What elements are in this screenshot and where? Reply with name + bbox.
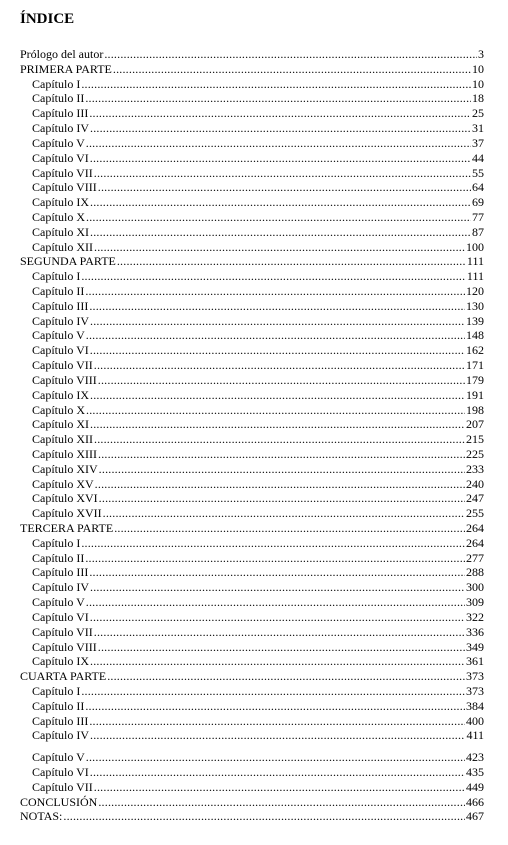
toc-entry-page-number: 349	[466, 639, 484, 654]
toc-entry-label: Capítulo XVI	[32, 491, 98, 506]
toc-chapter-entry[interactable]	[20, 728, 484, 743]
toc-chapter-entry[interactable]	[20, 166, 484, 181]
dot-leader	[86, 328, 465, 343]
toc-entry-page-number: 373	[466, 669, 484, 684]
toc-entry-page-number: 130	[466, 298, 484, 313]
toc-entry-label: Capítulo V	[32, 328, 85, 343]
toc-entry-page-number: 411	[466, 728, 484, 743]
dot-leader	[90, 610, 465, 625]
dot-leader	[90, 417, 465, 432]
toc-entry-label: Capítulo V	[32, 135, 85, 150]
toc-chapter-entry[interactable]	[20, 750, 484, 765]
toc-entry-page-number: 100	[466, 239, 484, 254]
dot-leader	[95, 477, 465, 492]
toc-section-entry[interactable]	[20, 669, 484, 684]
toc-entry-page-number: 435	[466, 765, 484, 779]
dot-leader	[85, 699, 465, 714]
toc-chapter-entry[interactable]	[20, 373, 484, 388]
toc-entry-label: PRIMERA PARTE	[20, 61, 112, 76]
dot-leader	[86, 595, 465, 610]
dot-leader	[114, 521, 465, 536]
toc-entry-page-number: 64	[472, 180, 484, 195]
toc-entry-page-number: 111	[466, 269, 484, 284]
toc-entry-page-number: 10	[472, 76, 484, 91]
toc-entry-page-number: 233	[466, 461, 484, 476]
toc-entry-page-number: 25	[472, 106, 484, 121]
toc-chapter-entry[interactable]	[20, 314, 484, 329]
toc-section-entry[interactable]	[20, 795, 484, 810]
toc-entry-label: Capítulo XVII	[32, 506, 102, 521]
toc-spacer	[20, 743, 484, 750]
toc-entry-page-number: 264	[466, 535, 484, 550]
toc-entry-label: Capítulo V	[32, 595, 85, 610]
toc-chapter-entry[interactable]	[20, 654, 484, 669]
toc-section-entry[interactable]	[20, 47, 484, 62]
dot-leader	[86, 403, 465, 418]
toc-chapter-entry[interactable]	[20, 506, 484, 521]
toc-entry-page-number: 111	[466, 254, 484, 269]
toc-chapter-entry[interactable]	[20, 284, 484, 299]
toc-chapter-entry[interactable]	[20, 417, 484, 432]
toc-section-entry[interactable]	[20, 521, 484, 536]
dot-leader	[85, 91, 471, 106]
toc-entry-page-number: 466	[466, 794, 484, 809]
dot-leader	[113, 62, 471, 77]
toc-entry-label: SEGUNDA PARTE	[20, 254, 116, 269]
toc-chapter-entry[interactable]	[20, 269, 484, 284]
toc-entry-page-number: 336	[466, 624, 484, 639]
toc-chapter-entry[interactable]	[20, 403, 484, 418]
dot-leader	[94, 240, 465, 255]
dot-leader	[94, 625, 465, 640]
toc-chapter-entry[interactable]	[20, 299, 484, 314]
toc-chapter-entry[interactable]	[20, 595, 484, 610]
dot-leader	[86, 210, 471, 225]
toc-entry-page-number: 77	[472, 209, 484, 224]
toc-entry-page-number: 384	[466, 698, 484, 713]
dot-leader	[90, 225, 471, 240]
dot-leader	[99, 462, 465, 477]
toc-entry-page-number: 31	[472, 121, 484, 136]
toc-entry-label: CONCLUSIÓN	[20, 794, 98, 809]
toc-entry-label: Capítulo VI	[32, 609, 89, 624]
toc-entry-page-number: 3	[478, 47, 484, 61]
toc-chapter-entry[interactable]	[20, 462, 484, 477]
dot-leader	[90, 388, 465, 403]
dot-leader	[90, 580, 465, 595]
dot-leader	[94, 432, 465, 447]
toc-entry-label: Capítulo IX	[32, 387, 89, 402]
toc-entry-label: Capítulo IV	[32, 728, 89, 743]
dot-leader	[94, 780, 465, 795]
toc-entry-page-number: 361	[466, 654, 484, 669]
toc-chapter-entry[interactable]	[20, 477, 484, 492]
toc-entry-label: Capítulo VII	[32, 358, 93, 373]
table-of-contents	[20, 47, 484, 824]
dot-leader	[81, 684, 465, 699]
dot-leader	[85, 284, 465, 299]
toc-entry-label: Capítulo III	[32, 106, 89, 121]
dot-leader	[81, 77, 471, 92]
toc-entry-label: Capítulo II	[32, 550, 85, 565]
dot-leader	[89, 714, 465, 729]
toc-entry-page-number: 467	[466, 809, 484, 824]
toc-entry-page-number: 37	[472, 135, 484, 150]
dot-leader	[86, 750, 465, 765]
toc-entry-label: Capítulo IV	[32, 580, 89, 595]
toc-entry-page-number: 69	[472, 195, 484, 210]
dot-leader	[63, 809, 465, 824]
toc-entry-label: Capítulo X	[32, 402, 85, 417]
dot-leader	[89, 299, 465, 314]
toc-entry-label: Capítulo X	[32, 209, 85, 224]
toc-entry-page-number: 240	[466, 476, 484, 491]
toc-entry-page-number: 44	[472, 150, 484, 165]
toc-chapter-entry[interactable]	[20, 151, 484, 166]
toc-entry-label: Capítulo VII	[32, 779, 93, 794]
toc-section-entry[interactable]	[20, 62, 484, 77]
toc-entry-page-number: 87	[472, 224, 484, 239]
toc-entry-page-number: 215	[466, 432, 484, 447]
toc-entry-page-number: 373	[466, 683, 484, 698]
toc-chapter-entry[interactable]	[20, 210, 484, 225]
toc-entry-page-number: 277	[466, 550, 484, 565]
toc-entry-label: Capítulo XII	[32, 239, 93, 254]
toc-section-entry[interactable]	[20, 809, 484, 824]
dot-leader	[90, 765, 465, 780]
toc-chapter-entry[interactable]	[20, 328, 484, 343]
toc-chapter-entry[interactable]	[20, 136, 484, 151]
toc-entry-label: Capítulo IX	[32, 195, 89, 210]
toc-entry-label: Capítulo VIII	[32, 639, 97, 654]
toc-entry-label: TERCERA PARTE	[20, 521, 114, 535]
toc-entry-page-number: 255	[466, 506, 484, 521]
toc-entry-label: CUARTA PARTE	[20, 669, 107, 684]
toc-entry-label: Prólogo del autor	[20, 47, 104, 61]
toc-entry-page-number: 400	[466, 713, 484, 728]
dot-leader	[90, 314, 465, 329]
toc-entry-label: Capítulo I	[32, 269, 81, 284]
toc-entry-label: Capítulo III	[32, 565, 89, 580]
dot-leader	[90, 728, 465, 743]
toc-entry-label: Capítulo VIII	[32, 180, 97, 195]
dot-leader	[94, 166, 471, 181]
toc-entry-label: Capítulo II	[32, 698, 85, 713]
toc-chapter-entry[interactable]	[20, 180, 484, 195]
toc-chapter-entry[interactable]	[20, 358, 484, 373]
dot-leader	[81, 269, 466, 284]
toc-entry-page-number: 264	[466, 521, 484, 535]
toc-entry-label: Capítulo XII	[32, 432, 93, 447]
toc-entry-page-number: 171	[466, 358, 484, 373]
dot-leader	[98, 795, 465, 810]
toc-entry-page-number: 139	[466, 313, 484, 328]
dot-leader	[89, 565, 465, 580]
toc-entry-label: NOTAS:	[20, 809, 63, 824]
toc-entry-page-number: 162	[466, 343, 484, 358]
toc-entry-label: Capítulo I	[32, 76, 81, 91]
toc-chapter-entry[interactable]	[20, 447, 484, 462]
toc-entry-label: Capítulo VIII	[32, 372, 97, 387]
toc-entry-page-number: 309	[466, 595, 484, 610]
toc-chapter-entry[interactable]	[20, 765, 484, 780]
toc-chapter-entry[interactable]	[20, 684, 484, 699]
toc-entry-page-number: 423	[466, 750, 484, 765]
dot-leader	[81, 536, 465, 551]
toc-chapter-entry[interactable]	[20, 225, 484, 240]
dot-leader	[103, 506, 465, 521]
toc-entry-label: Capítulo VII	[32, 165, 93, 180]
toc-entry-label: Capítulo VI	[32, 343, 89, 358]
dot-leader	[98, 640, 465, 655]
toc-entry-label: Capítulo IV	[32, 313, 89, 328]
dot-leader	[107, 669, 465, 684]
toc-entry-label: Capítulo IV	[32, 121, 89, 136]
toc-entry-page-number: 191	[466, 387, 484, 402]
dot-leader	[104, 47, 477, 62]
dot-leader	[99, 491, 465, 506]
toc-entry-label: Capítulo IX	[32, 654, 89, 669]
toc-entry-page-number: 10	[472, 61, 484, 76]
toc-entry-page-number: 179	[466, 372, 484, 387]
toc-entry-label: Capítulo XIII	[32, 446, 97, 461]
dot-leader	[85, 551, 465, 566]
dot-leader	[90, 151, 471, 166]
toc-entry-page-number: 18	[472, 91, 484, 106]
toc-entry-page-number: 207	[466, 417, 484, 432]
toc-chapter-entry[interactable]	[20, 536, 484, 551]
dot-leader	[89, 106, 471, 121]
toc-chapter-entry[interactable]	[20, 240, 484, 255]
toc-entry-label: Capítulo XIV	[32, 461, 98, 476]
dot-leader	[98, 447, 465, 462]
toc-entry-label: Capítulo I	[32, 535, 81, 550]
toc-entry-label: Capítulo II	[32, 91, 85, 106]
toc-entry-label: Capítulo XV	[32, 476, 94, 491]
toc-entry-page-number: 247	[466, 491, 484, 506]
dot-leader	[90, 121, 471, 136]
toc-chapter-entry[interactable]	[20, 610, 484, 625]
toc-entry-page-number: 120	[466, 284, 484, 298]
toc-chapter-entry[interactable]	[20, 699, 484, 714]
toc-entry-page-number: 198	[466, 402, 484, 417]
toc-chapter-entry[interactable]	[20, 91, 484, 106]
toc-chapter-entry[interactable]	[20, 121, 484, 136]
toc-chapter-entry[interactable]	[20, 432, 484, 447]
toc-entry-label: Capítulo II	[32, 284, 85, 298]
toc-entry-page-number: 148	[466, 328, 484, 343]
toc-entry-label: Capítulo VI	[32, 150, 89, 165]
toc-chapter-entry[interactable]	[20, 551, 484, 566]
toc-entry-label: Capítulo VI	[32, 765, 89, 779]
toc-entry-label: Capítulo III	[32, 298, 89, 313]
toc-chapter-entry[interactable]	[20, 491, 484, 506]
dot-leader	[90, 654, 465, 669]
toc-entry-label: Capítulo V	[32, 750, 85, 765]
toc-chapter-entry[interactable]	[20, 565, 484, 580]
toc-entry-label: Capítulo XI	[32, 417, 89, 432]
dot-leader	[117, 254, 466, 269]
toc-entry-label: Capítulo III	[32, 713, 89, 728]
toc-section-entry[interactable]	[20, 254, 484, 269]
toc-chapter-entry[interactable]	[20, 780, 484, 795]
toc-entry-page-number: 55	[472, 165, 484, 180]
dot-leader	[94, 358, 465, 373]
toc-chapter-entry[interactable]	[20, 625, 484, 640]
toc-chapter-entry[interactable]	[20, 714, 484, 729]
dot-leader	[90, 195, 471, 210]
toc-entry-label: Capítulo I	[32, 683, 81, 698]
toc-chapter-entry[interactable]	[20, 343, 484, 358]
toc-entry-page-number: 288	[466, 565, 484, 580]
toc-entry-page-number: 449	[466, 779, 484, 794]
dot-leader	[86, 136, 471, 151]
toc-chapter-entry[interactable]	[20, 580, 484, 595]
dot-leader	[90, 343, 465, 358]
toc-chapter-entry[interactable]	[20, 388, 484, 403]
page-title: ÍNDICE	[20, 11, 75, 27]
toc-entry-page-number: 322	[466, 609, 484, 624]
toc-entry-page-number: 225	[466, 446, 484, 461]
toc-entry-label: Capítulo VII	[32, 624, 93, 639]
toc-chapter-entry[interactable]	[20, 195, 484, 210]
dot-leader	[98, 180, 471, 195]
toc-entry-page-number: 300	[466, 580, 484, 595]
toc-chapter-entry[interactable]	[20, 640, 484, 655]
toc-entry-label: Capítulo XI	[32, 224, 89, 239]
dot-leader	[98, 373, 465, 388]
toc-chapter-entry[interactable]	[20, 106, 484, 121]
toc-chapter-entry[interactable]	[20, 77, 484, 92]
